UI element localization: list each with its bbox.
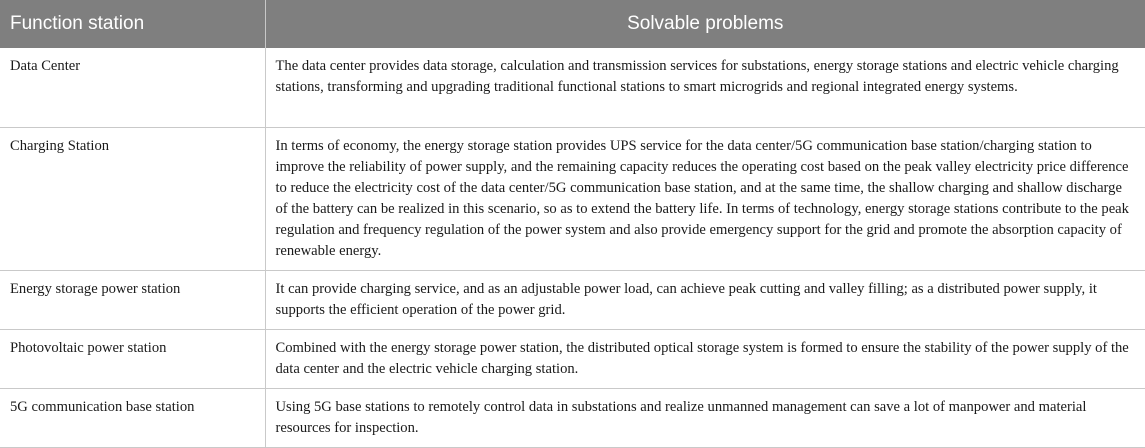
problems-cell: It can provide charging service, and as an adjustable power load, can achieve peak cutting and valley filling; as a distributed power supply, it supports the efficient operation of the power grid.: [265, 271, 1145, 330]
table-row: [0, 271, 1145, 330]
header-solvable-problems: Solvable problems: [265, 0, 1145, 48]
station-cell: Photovoltaic power station: [0, 330, 265, 389]
table-header: [0, 0, 1145, 48]
header-function-station: Function station: [0, 0, 265, 48]
header-row: [0, 0, 1145, 48]
table-row: [0, 128, 1145, 271]
table-body: [0, 48, 1145, 448]
station-cell: 5G communication base station: [0, 389, 265, 448]
station-cell: Charging Station: [0, 128, 265, 271]
problems-cell: Using 5G base stations to remotely control data in substations and realize unmanned management can save a lot of manpower and material resources for inspection.: [265, 389, 1145, 448]
problems-cell: The data center provides data storage, calculation and transmission services for substations, energy storage stations and electric vehicle charging stations, transforming and upgrading traditional functional stations to smart microgrids and regional integrated energy systems.: [265, 48, 1145, 128]
problems-cell: In terms of economy, the energy storage station provides UPS service for the data center/5G communication base station/charging station to improve the reliability of power supply, and the remaining capacity reduces the operating cost based on the peak valley electricity price difference to reduce the electricity cost of the data center/5G communication base station, and at the same time, the shallow charging and shallow discharge of the battery can be realized in this scenario, so as to extend the battery life. In terms of technology, energy storage stations contribute to the peak regulation and frequency regulation of the power system and also provide emergency support for the grid and promote the absorption capacity of renewable energy.: [265, 128, 1145, 271]
table-row: [0, 389, 1145, 448]
table-row: [0, 48, 1145, 128]
table-row: [0, 330, 1145, 389]
problems-cell: Combined with the energy storage power station, the distributed optical storage system is formed to ensure the stability of the power supply of the data center and the electric vehicle charging station.: [265, 330, 1145, 389]
station-cell: Data Center: [0, 48, 265, 128]
station-cell: Energy storage power station: [0, 271, 265, 330]
